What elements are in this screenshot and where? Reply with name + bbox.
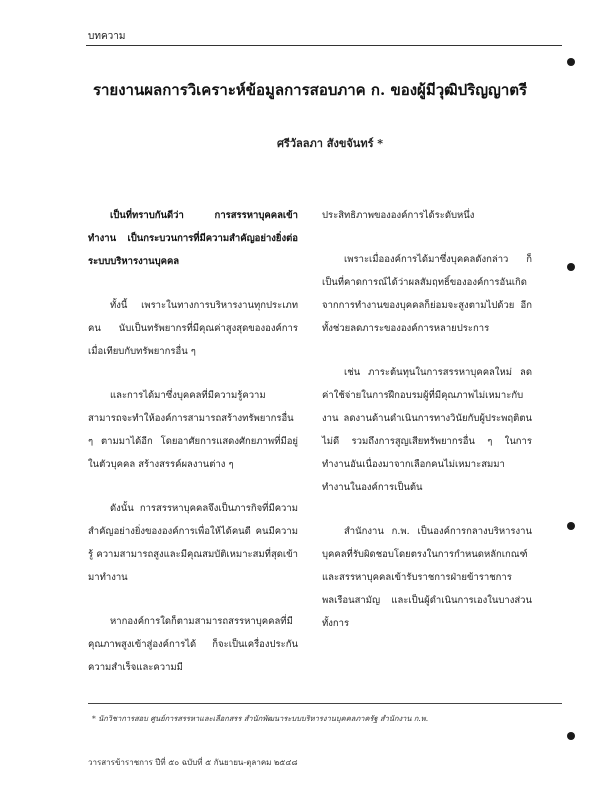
paragraph: เป็นที่ทราบกันดีว่า การสรรหาบุคคลเข้าทำงาน เป็นกระบวนการที่มีความสำคัญอย่างยิ่งต่อระบบบริหารงานบุคคล (88, 210, 298, 267)
paragraph: เพราะเมื่อองค์การได้มาซึ่งบุคคลดังกล่าว ก็เป็นที่คาดการณ์ได้ว่าผลสัมฤทธิ์ขององค์การอันเกิดจากการทำงานของบุคคลก็ย่อมจะสูงตามไปด้วย อีกทั้งช่วยลดภาระขององค์การหลายประการ (322, 254, 532, 334)
right-column (322, 204, 532, 656)
paragraph: ดังนั้น การสรรหาบุคคลจึงเป็นภารกิจที่มีความสำคัญอย่างยิ่งขององค์การเพื่อให้ได้คนดี คนมีความรู้ ความสามารถสูงและมีคุณสมบัติเหมาะสมที่สุดเข้ามาทำงาน (88, 503, 298, 583)
article-author: ศรีวัลลภา สังขจันทร์ * (276, 137, 384, 150)
paragraph: ทั้งนี้ เพราะในทางการบริหารงานทุกประเภท คน นับเป็นทรัพยากรที่มีคุณค่าสูงสุดขององค์การ เมื่อเทียบกับทรัพยากรอื่น ๆ (88, 300, 298, 357)
binder-hole-icon (567, 58, 575, 66)
paragraph: เช่น ภาระต้นทุนในการสรรหาบุคคลใหม่ ลดค่าใช้จ่ายในการฝึกอบรมผู้ที่มีคุณภาพไม่เหมาะกับงาน ลดงานด้านดำเนินการทางวินัยกับผู้ประพฤติตนไม่ดี รวมถึงการสูญเสียทรัพยากรอื่น ๆ ในการทำงานอันเนื่องมาจากเลือกคนไม่เหมาะสมมาทำงานในองค์การเป็นต้น (322, 367, 532, 493)
footnote-rule (88, 703, 562, 704)
binder-hole-icon (567, 732, 575, 740)
binder-hole-icon (567, 522, 575, 530)
binder-hole-icon (567, 263, 575, 271)
footnote: * นักวิชาการสอบ ศูนย์การสรรหาและเลือกสรร สำนักพัฒนาระบบบริหารงานบุคคลภาครัฐ สำนักงาน ก.พ. (92, 714, 429, 723)
header-rule (86, 45, 562, 46)
page-footer: วารสารข้าราชการ ปีที่ ๕๐ ฉบับที่ ๕ กันยายน-ตุลาคม ๒๕๔๘ (88, 758, 298, 767)
section-label: บทความ (88, 31, 126, 42)
paragraph: และการได้มาซึ่งบุคคลที่มีความรู้ความสามารถจะทำให้องค์การสามารถสร้างทรัพยากรอื่น ๆ ตามมาได้อีก โดยอาศัยการแสดงศักยภาพที่มีอยู่ในตัวบุคคล สร้างสรรค์ผลงานต่าง ๆ (88, 390, 298, 470)
paragraph: สำนักงาน ก.พ. เป็นองค์การกลางบริหารงานบุคคลที่รับผิดชอบโดยตรงในการกำหนดหลักเกณฑ์และสรรหาบุคคลเข้ารับราชการฝ่ายข้าราชการพลเรือนสามัญ และเป็นผู้ดำเนินการเองในบางส่วน ทั้งการ (322, 526, 532, 629)
left-column (88, 204, 298, 700)
article-title: รายงานผลการวิเคราะห์ข้อมูลการสอบภาค ก. ของผู้มีวุฒิปริญญาตรี (92, 81, 528, 99)
paragraph: หากองค์การใดก็ตามสามารถสรรหาบุคคลที่มีคุณภาพสูงเข้าสู่องค์การได้ ก็จะเป็นเครื่องประกันความสำเร็จและความมี (88, 616, 298, 673)
paragraph: ประสิทธิภาพขององค์การได้ระดับหนึ่ง (322, 210, 475, 221)
